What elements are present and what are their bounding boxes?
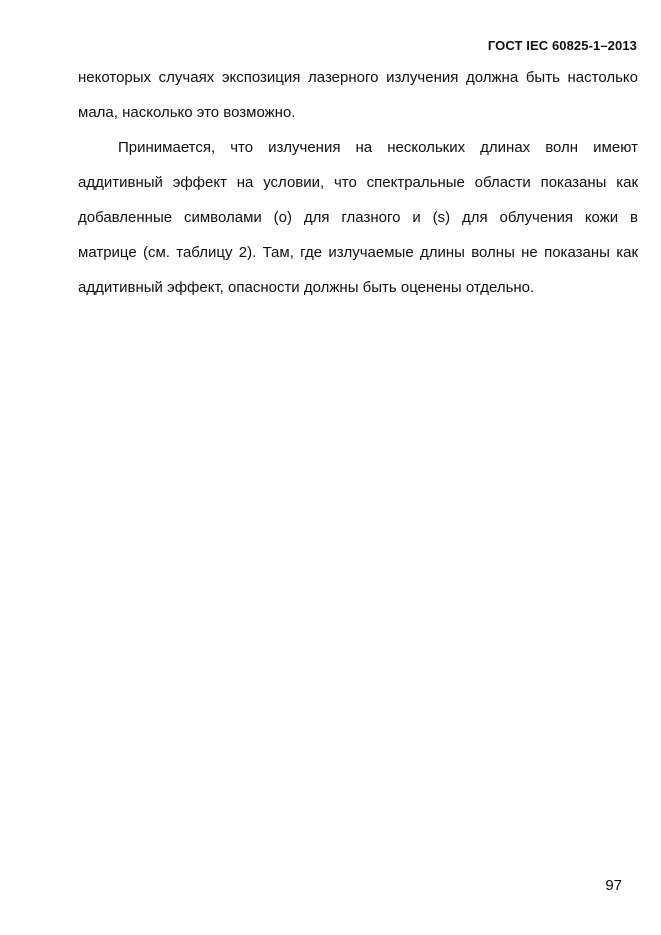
paragraph-line: Принимается, что излучения на нескольких длинах волн имеют <box>118 139 638 156</box>
page-number: 97 <box>605 877 622 894</box>
paragraph-line: мала, насколько это возможно. <box>78 104 296 121</box>
paragraph-line: аддитивный эффект на условии, что спектральные области показаны как <box>78 174 638 191</box>
body-text <box>78 60 638 305</box>
paragraph-line: некоторых случаях экспозиция лазерного излучения должна быть настолько <box>78 69 638 86</box>
document-header-standard: ГОСТ IEC 60825-1–2013 <box>487 38 637 53</box>
paragraph-line: матрице (см. таблицу 2). Там, где излучаемые длины волны не показаны как <box>78 244 638 261</box>
paragraph-line: аддитивный эффект, опасности должны быть оценены отдельно. <box>78 279 535 296</box>
paragraph-line: добавленные символами (о) для глазного и (s) для облучения кожи в <box>78 209 638 226</box>
